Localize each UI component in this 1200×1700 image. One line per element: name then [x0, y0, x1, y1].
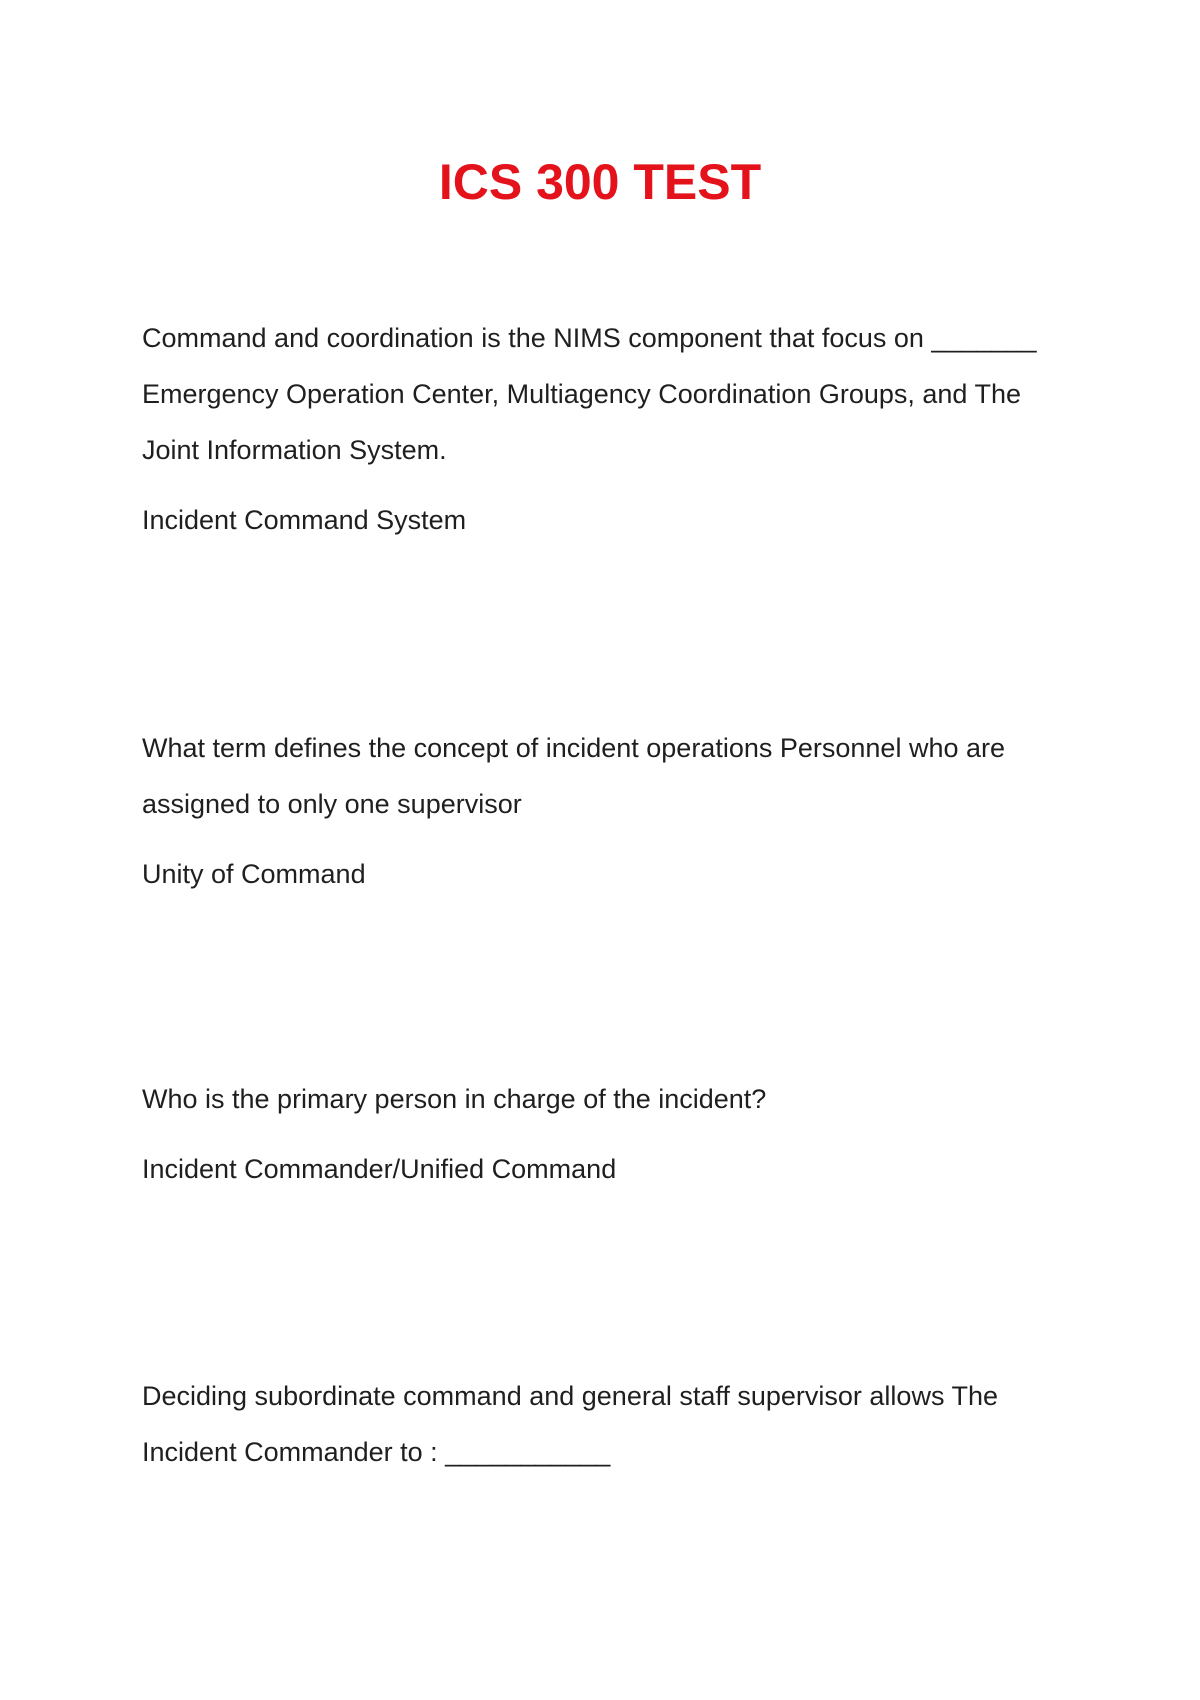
answer-text: Incident Commander/Unified Command [142, 1154, 617, 1184]
answer-text: Incident Command System [142, 505, 467, 535]
question-block [142, 1368, 1062, 1480]
question-text: Deciding subordinate command and general staff supervisor allows The Incident Commander to : ___________ [142, 1381, 998, 1467]
question-block [142, 720, 1062, 902]
question-block [142, 1071, 1062, 1197]
question-text: Who is the primary person in charge of the incident? [142, 1084, 767, 1114]
answer-text: Unity of Command [142, 859, 366, 889]
question-block [142, 310, 1062, 548]
document-title: ICS 300 TEST [438, 154, 762, 210]
question-text: Command and coordination is the NIMS component that focus on _______ Emergency Operation Center, Multiagency Coordination Groups, and The Joint Information System. [142, 323, 1037, 465]
question-text: What term defines the concept of incident operations Personnel who are assigned to only one supervisor [142, 733, 1005, 819]
